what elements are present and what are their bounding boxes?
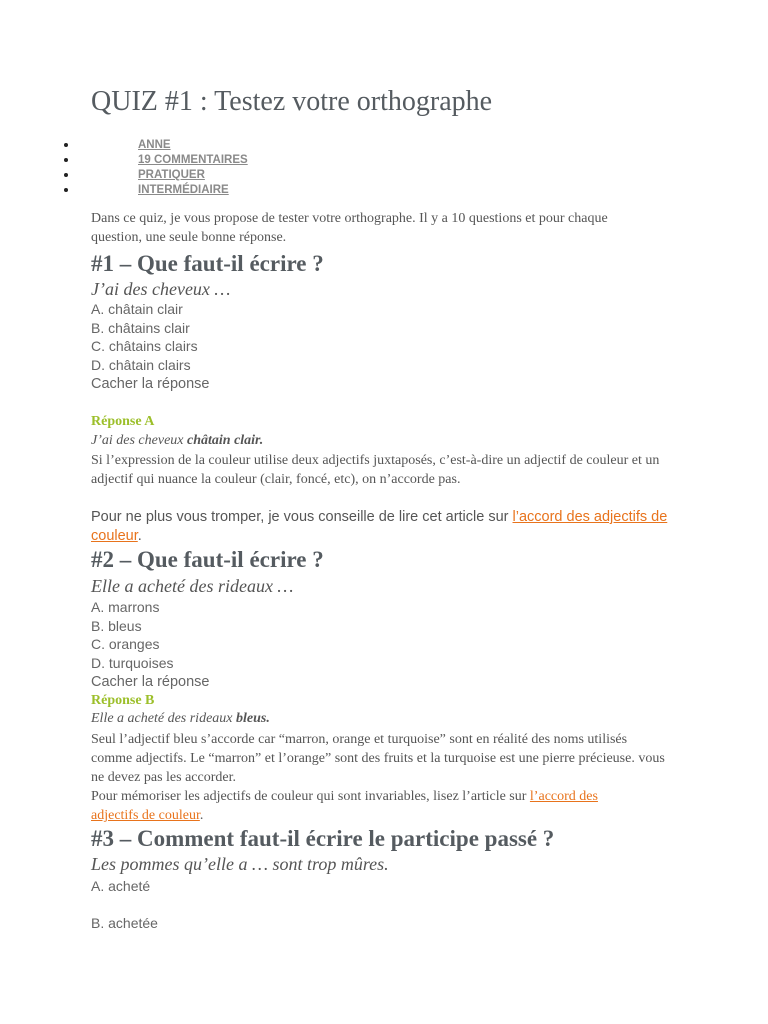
meta-comments [64, 153, 464, 168]
option-b[interactable]: B. bleus [91, 617, 142, 634]
option-b[interactable]: B. châtains clair [91, 319, 190, 336]
option-d[interactable]: D. turquoises [91, 655, 174, 672]
bullet-icon [64, 158, 68, 162]
question-2-prompt: Elle a acheté des rideaux … [91, 576, 294, 596]
question-3-title: #3 – Comment faut-il écrire le participe passé ? [91, 826, 555, 851]
answer-example: Elle a acheté des rideaux bleus. [91, 711, 270, 726]
answer-tip: Pour ne plus vous tromper, je vous conseille de lire cet article sur l’accord des adjectifs de couleur. [91, 509, 668, 544]
answer-explanation: Si l’expression de la couleur utilise deux adjectifs juxtaposés, c’est-à-dire un adjectif de couleur et un adjectif qui nuance la couleur (clair, foncé, etc), on n’accorde pas. [91, 453, 660, 487]
comments-link[interactable]: 19 COMMENTAIRES [138, 154, 248, 166]
option-c[interactable]: C. oranges [91, 636, 160, 653]
option-a[interactable]: A. châtain clair [91, 301, 183, 317]
intro-text: Dans ce quiz, je vous propose de tester votre orthographe. Il y a 10 questions et pour chaque question, une seule bonne réponse. [91, 211, 608, 245]
page-title: QUIZ #1 : Testez votre orthographe [91, 86, 493, 117]
category-link[interactable]: PRATIQUER [138, 169, 205, 181]
answer-title: Réponse B [91, 693, 155, 708]
article-link[interactable]: l’accord des adjectifs de couleur [91, 789, 598, 823]
bullet-icon [64, 188, 68, 192]
option-c[interactable]: C. châtains clairs [91, 338, 198, 355]
meta-author [64, 138, 464, 153]
meta-level [64, 183, 464, 198]
meta-category [64, 168, 464, 183]
question-2-options [91, 598, 173, 673]
post-meta-list [64, 138, 464, 198]
answer-example: J’ai des cheveux châtain clair. [91, 433, 264, 448]
author-link[interactable]: ANNE [138, 139, 171, 151]
bullet-icon [64, 173, 68, 177]
question-2-title: #2 – Que faut-il écrire ? [91, 547, 324, 572]
option-d[interactable]: D. châtain clairs [91, 357, 191, 374]
answer-title: Réponse A [91, 414, 155, 429]
question-1-options [91, 300, 198, 375]
level-link[interactable]: INTERMÉDIAIRE [138, 184, 229, 196]
question-1-prompt: J’ai des cheveux … [91, 279, 231, 299]
bullet-icon [64, 143, 68, 147]
option-a[interactable]: A. marrons [91, 599, 160, 615]
question-1-title: #1 – Que faut-il écrire ? [91, 251, 324, 276]
article-link[interactable]: l’accord des adjectifs de couleur [91, 509, 668, 544]
answer-tip: Pour mémoriser les adjectifs de couleur qui sont invariables, lisez l’article sur l’accord des adjectifs de couleur. [91, 789, 598, 823]
option-a[interactable]: A. acheté [91, 878, 151, 894]
question-3-prompt: Les pommes qu’elle a … sont trop mûres. [91, 854, 389, 874]
option-b[interactable]: B. achetée [91, 915, 158, 931]
hide-answer-button[interactable]: Cacher la réponse [91, 376, 210, 392]
hide-answer-button[interactable]: Cacher la réponse [91, 674, 210, 690]
answer-explanation: Seul l’adjectif bleu s’accorde car “marron, orange et turquoise” sont en réalité des noms utilisés comme adjectifs. Le “marron” et l’orange” sont des fruits et la turquoise est une pierre précieuse. vous ne devez pas les accorder. [91, 732, 665, 785]
